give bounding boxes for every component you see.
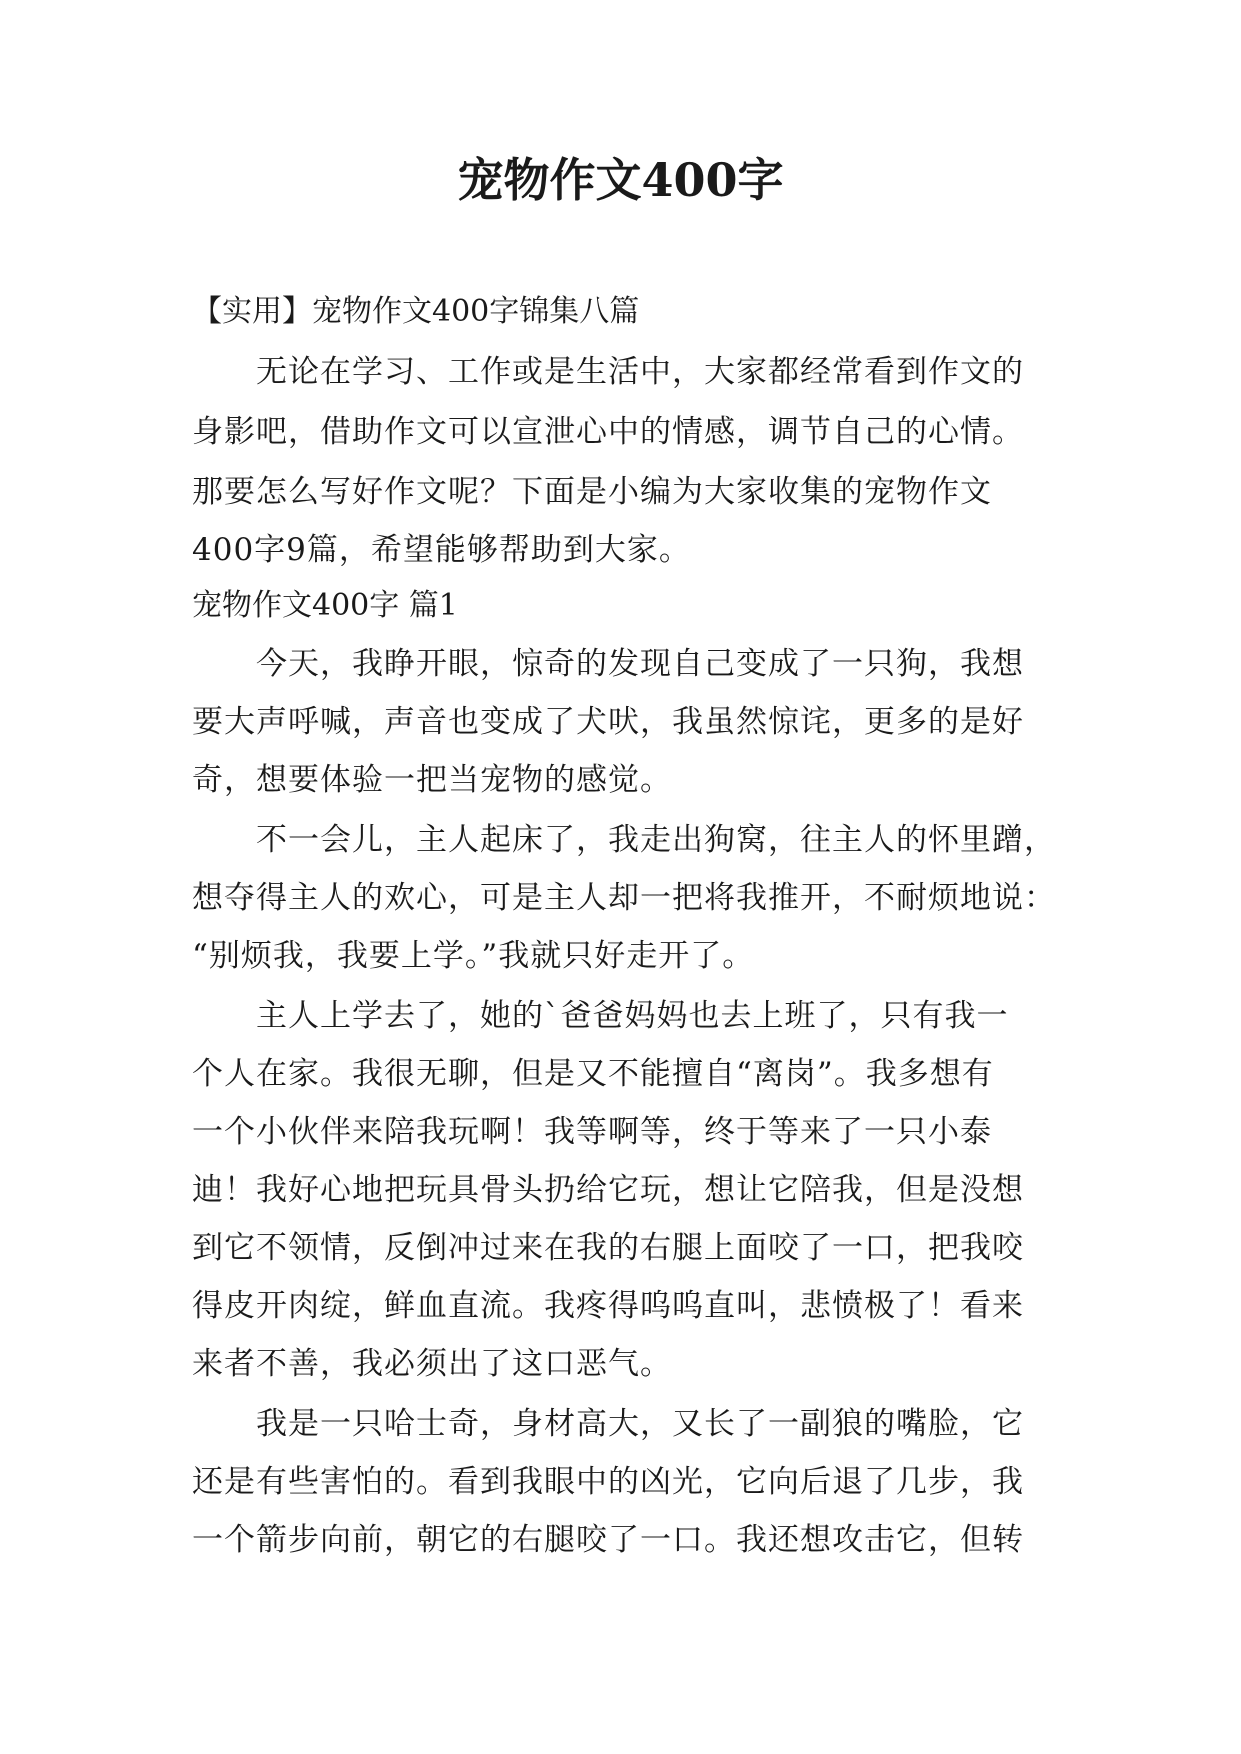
intro-line: 400字9篇，希望能够帮助到大家。 bbox=[192, 532, 691, 568]
document-subtitle: 【实用】宠物作文400字锦集八篇 bbox=[192, 294, 640, 329]
paragraph-line: 一个箭步向前，朝它的右腿咬了一口。我还想攻击它，但转 bbox=[192, 1522, 1024, 1558]
paragraph-line: 还是有些害怕的。看到我眼中的凶光，它向后退了几步，我 bbox=[192, 1464, 1024, 1500]
paragraph-line: “别烦我，我要上学。”我就只好走开了。 bbox=[192, 938, 755, 974]
paragraph-line: 来者不善，我必须出了这口恶气。 bbox=[192, 1346, 672, 1382]
paragraph-line: 到它不领情，反倒冲过来在我的右腿上面咬了一口，把我咬 bbox=[192, 1230, 1024, 1266]
paragraph-line: 个人在家。我很无聊，但是又不能擅自“离岗”。我多想有 bbox=[192, 1056, 994, 1092]
intro-line: 无论在学习、工作或是生活中，大家都经常看到作文的 bbox=[256, 354, 1024, 390]
paragraph-line: 要大声呼喊，声音也变成了犬吠，我虽然惊诧，更多的是好 bbox=[192, 704, 1024, 740]
paragraph-line: 想夺得主人的欢心，可是主人却一把将我推开，不耐烦地说： bbox=[192, 880, 1056, 916]
paragraph-line: 不一会儿，主人起床了，我走出狗窝，往主人的怀里蹭， bbox=[256, 822, 1056, 858]
section-heading: 宠物作文400字 篇1 bbox=[192, 588, 458, 623]
paragraph-line: 我是一只哈士奇，身材高大，又长了一副狼的嘴脸，它 bbox=[256, 1406, 1024, 1442]
paragraph-line: 今天，我睁开眼，惊奇的发现自己变成了一只狗，我想 bbox=[256, 646, 1024, 682]
intro-line: 身影吧，借助作文可以宣泄心中的情感，调节自己的心情。 bbox=[192, 414, 1024, 450]
paragraph-line: 迪！我好心地把玩具骨头扔给它玩，想让它陪我，但是没想 bbox=[192, 1172, 1024, 1208]
document-title: 宠物作文400字 bbox=[457, 153, 784, 207]
paragraph-line: 主人上学去了，她的`爸爸妈妈也去上班了，只有我一 bbox=[256, 998, 1009, 1034]
intro-line: 那要怎么写好作文呢？下面是小编为大家收集的宠物作文 bbox=[192, 474, 992, 510]
paragraph-line: 得皮开肉绽，鲜血直流。我疼得呜呜直叫，悲愤极了！看来 bbox=[192, 1288, 1024, 1324]
paragraph-line: 一个小伙伴来陪我玩啊！我等啊等，终于等来了一只小泰 bbox=[192, 1114, 992, 1150]
paragraph-line: 奇，想要体验一把当宠物的感觉。 bbox=[192, 762, 672, 798]
